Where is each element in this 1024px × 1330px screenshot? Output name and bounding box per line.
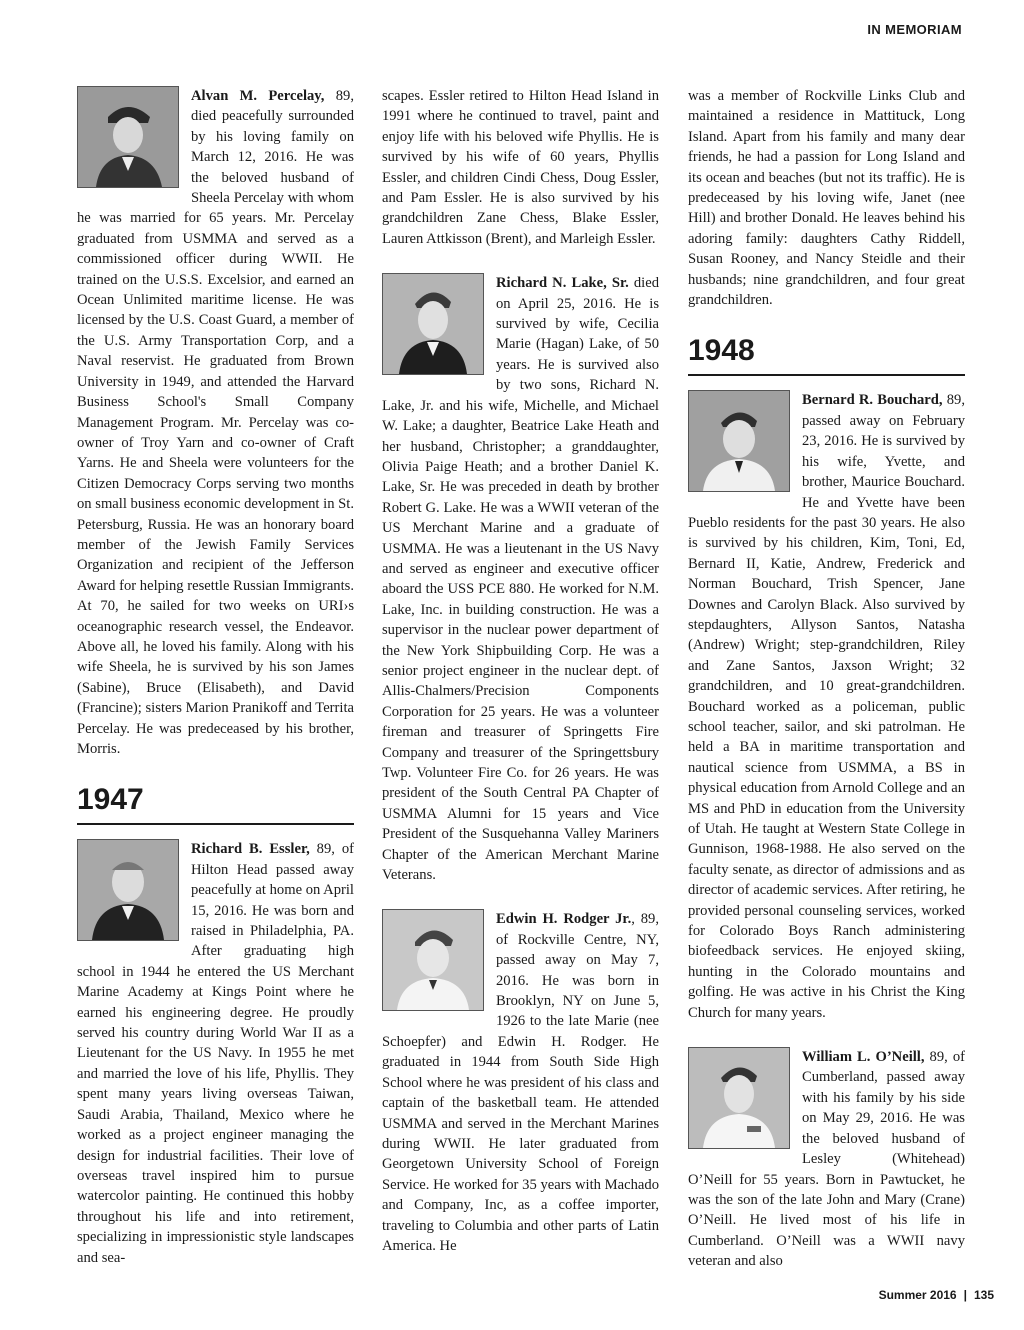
page-footer bbox=[879, 1288, 994, 1302]
year-heading-1947: 1947 bbox=[77, 783, 354, 825]
obituary-name: William L. O’Neill, bbox=[802, 1049, 925, 1066]
section-header: IN MEMORIAM bbox=[867, 22, 962, 37]
obituary-text: scapes. Essler retired to Hilton Head Island in 1991 where he continued to travel, paint and enjoy life with his beloved wife Phyllis. He is survived by his wife of 60 years, Phyllis Essler, and children Cindi Chess, Doug Essler, and Pam Essler. He is also survived by his grandchildren Zane Chess, Blake Essler, Lauren Attkisson (Brent), and Marleigh Essler. bbox=[382, 88, 659, 247]
obituary-essler bbox=[77, 839, 354, 1268]
obituary-rodger-continued bbox=[688, 86, 965, 310]
portrait-photo-essler bbox=[77, 839, 179, 941]
column-3 bbox=[688, 86, 965, 1296]
obituary-text: Edwin H. Rodger Jr., 89, of Rockville Centre, NY, passed away on May 7, 2016. He was born in Brooklyn, NY on June 5, 1926 to the late Marie (nee Schoepfer) and Edwin H. Rodger. He graduated in 1944 from South Side High School where he was president of his class and captain of the basketball team. He attended USMMA and served in the Merchant Marines during WWII. He later graduated from Georgetown University School of Foreign Service. He worked for 35 years with Machado and Company, Inc, as a coffee importer, traveling to Columbia and other parts of Latin America. He bbox=[382, 911, 660, 1254]
column-1 bbox=[77, 86, 354, 1292]
portrait-photo-bouchard bbox=[688, 390, 790, 492]
obituary-essler-continued bbox=[382, 86, 659, 249]
obituary-bouchard bbox=[688, 390, 965, 1023]
obituary-name: Richard B. Essler, bbox=[191, 841, 310, 858]
portrait-photo-rodger bbox=[382, 909, 484, 1011]
footer-separator: | bbox=[963, 1288, 967, 1302]
portrait-photo-oneill bbox=[688, 1047, 790, 1149]
obituary-text: Richard B. Essler, 89, of Hilton Head passed away peacefully at home on April 15, 2016. He was born and raised in Philadelphia, PA. After graduating high school in 1944 he entered the US Merchant Marine Academy at Kings Point where he earned his engineering degree. He proudly served his country during World War II as a Lieutenant for the US Navy. In 1955 he met and married the love of his life, Phyllis. They spent many years living overseas Taiwan, Saudi Arabia, Thailand, Mexico where he worked as a project engineer managing the design for industrial facilities. Their love of overseas travel inspired him to pursue watercolor painting. He continued this hobby throughout his life and into retirement, specializing in impressionistic style landscapes and sea- bbox=[77, 841, 354, 1266]
obituary-rodger bbox=[382, 909, 659, 1256]
obituary-name: Edwin H. Rodger Jr. bbox=[496, 911, 632, 928]
issue-label: Summer 2016 bbox=[878, 1288, 957, 1302]
obituary-percelay bbox=[77, 86, 354, 759]
page-number: 135 bbox=[973, 1288, 994, 1302]
year-heading-1948: 1948 bbox=[688, 334, 965, 376]
obituary-name: Richard N. Lake, Sr. bbox=[496, 275, 629, 292]
portrait-photo-lake bbox=[382, 273, 484, 375]
obituary-text: Richard N. Lake, Sr. died on April 25, 2016. He is survived by wife, Cecilia Marie (Hagan) Lake, of 50 years. He is survived also by two sons, Richard N. Lake, Jr. and his wife, Michelle, and Michael W. Lake; a daughter, Beatrice Lake Heath and her husband, Christopher; a granddaughter, Olivia Paige Heath; and a brother Daniel K. Lake, Sr. He was preceded in death by brother Robert G. Lake. He was a WWII veteran of the US Merchant Marine and a graduate of USMMA. He was a lieutenant in the US Navy and served as engineer and executive officer aboard the USS PCE 880. He worked for N.M. Lake, Inc. in building construction. He was a supervisor in the nuclear power department of the New York Shipbuilding Corp. He was a senior project engineer in the nuclear dept. of Allis-Chalmers/Precision Components Corporation for 25 years. He was a volunteer fireman and treasurer of Springetts Fire Company and treasurer of the Springettsbury Twp. Volunteer Fire Co. for 26 years. He was president of the South Central PA Chapter of USMMA Alumni for 15 years and Vice President of the Susquehanna Valley Mariners Chapter of the American Merchant Marine Veterans. bbox=[382, 275, 659, 884]
obituary-lake bbox=[382, 273, 659, 885]
obituary-name: Alvan M. Percelay, bbox=[191, 88, 325, 104]
obituary-text: Alvan M. Percelay, 89, died peacefully surrounded by his loving family on March 12, 2016. He was the beloved husband of Sheela Percelay with whom he was married for 65 years. Mr. Percelay graduated from USMMA and served as a commissioned officer during WWII. He trained on the U.S.S. Excelsior, and earned an Ocean Unlimited maritime license. He was licensed by the U.S. Coast Guard, a member of the U.S. Army Transportation Corp, and a Naval reservist. He graduated from Brown University in 1949, and attended the Harvard Business School's Small Company Management Program. Mr. Percelay was co-owner of Troy Yarn and co-owner of Craft Yarns. He and Sheela were volunteers for the Citizen Democracy Corps serving two months on small business economic development in St. Petersburg, Russia. He was an honorary board member of the Jewish Family Services Organization and recipient of the Jefferson Award for helping resettle Russian Immigrants. At 70, he sailed for two weeks on URI›s oceanographic research vessel, the Endeavor. Above all, he loved his family. Along with his wife Sheela, he is survived by his son James (Sabine), Bruce (Elisabeth), and David (Francine); sisters Marion Pranikoff and Territa Percelay. He was predeceased by his brother, Morris. bbox=[77, 88, 355, 757]
obituary-text: Bernard R. Bouchard, 89, passed away on February 23, 2016. He is survived by his wife, Yvette, and brother, Maurice Bouchard. He and Yvette have been Pueblo residents for the past 30 years. He also is survived by his children, Kim, Toni, Ed, Bernard II, Katie, Andrew, Frederick and Norman Bouchard, Trish Spencer, Jane Downes and Carolyn Black. Also survived by stepdaughters, Allyson Santos, Natasha (Andrew) Wright; step-grandchildren, Riley and Zane Santos, Jaxson Wright; 32 grandchildren, and 10 great-grandchildren. Bouchard worked as a policeman, public school teacher, sailor, and ski patrolman. He held a BA in maritime transportation and nautical science from USMMA, a BS in physical education from Arnold College and an MS and PhD in education from the University of Utah. He taught at Western State College in Gunnison, 1968-1988. He also served on the faculty senate, as director of admissions and as director of academic services. After retiring, he provided personal counseling services, worked for Colorado Boys Ranch administering biofeedback services. He enjoyed skiing, hunting in the Colorado mountains and golfing. He was active in his Christ the King Church for many years. bbox=[688, 392, 965, 1021]
obituary-text: William L. O’Neill, 89, of Cumberland, passed away with his family by his side on May 29, 2016. He was the beloved husband of Lesley (Whitehead) O’Neill for 55 years. Born in Pawtucket, he was the son of the late John and Mary (Crane) O’Neill. He lived most of his life in Cumberland. O’Neill was a WWII navy veteran and also bbox=[688, 1049, 965, 1270]
obituary-name: Bernard R. Bouchard, bbox=[802, 392, 943, 409]
obituary-text: was a member of Rockville Links Club and maintained a residence in Mattituck, Long Island. Apart from his family and many dear friends, he had a passion for Long Island and its ocean and beaches (but not its traffic). He is predeceased by his loving wife, Janet (nee Hill) and brother Donald. He leaves behind his adoring family: daughters Cathy Riddell, Susan Rooney, and Nancy Steidle and their husbands; nine grandchildren, and four great grandchildren. bbox=[688, 88, 965, 309]
portrait-photo-percelay bbox=[77, 86, 179, 188]
obituary-oneill bbox=[688, 1047, 965, 1271]
column-2 bbox=[382, 86, 659, 1280]
